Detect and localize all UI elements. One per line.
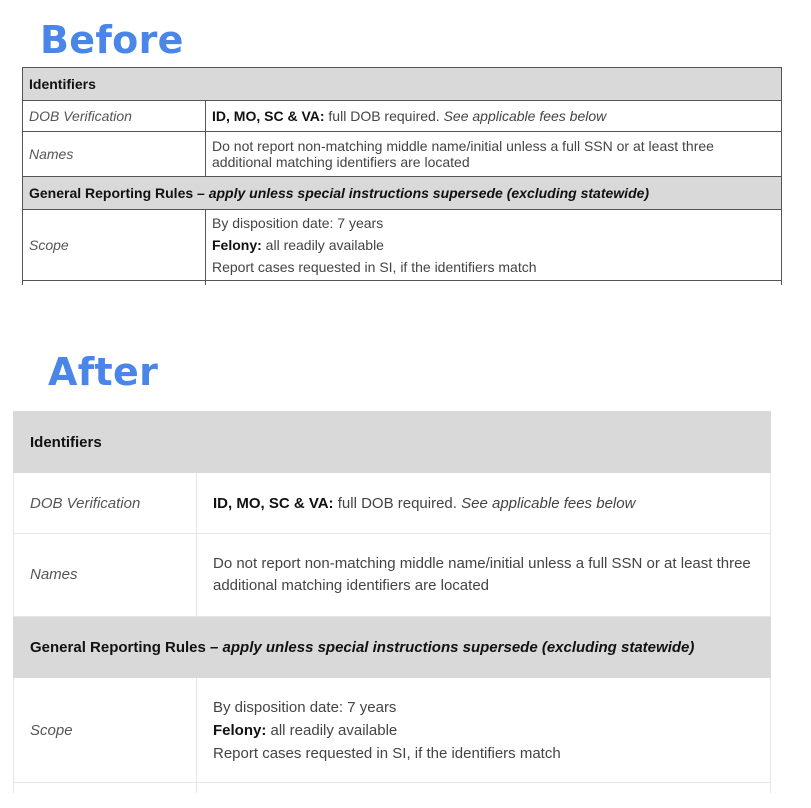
identifiers-header <box>14 412 771 473</box>
general-rules-title: General Reporting Rules <box>30 638 206 656</box>
names-value: Do not report non-matching middle name/initial unless a full SSN or at least three additional matching identifiers are located <box>206 132 782 177</box>
scope-row <box>23 210 782 281</box>
names-label: Names <box>14 534 197 617</box>
after-heading: After <box>48 350 159 394</box>
dob-row <box>23 101 782 132</box>
dob-states: ID, MO, SC & VA: <box>212 108 325 124</box>
general-rules-subtitle: – apply unless special instructions supersede (excluding statewide) <box>193 185 650 201</box>
table-tail-row <box>23 281 782 286</box>
after-table <box>13 411 771 793</box>
dob-value <box>197 473 771 534</box>
general-rules-header <box>14 617 771 678</box>
dob-note: See applicable fees below <box>461 494 636 512</box>
tail-cell <box>14 783 197 794</box>
names-row <box>14 534 771 617</box>
scope-line-3: Report cases requested in SI, if the identifiers match <box>213 744 561 762</box>
tail-cell <box>197 783 771 794</box>
names-label: Names <box>23 132 206 177</box>
scope-line-2 <box>212 234 775 256</box>
dob-row <box>14 473 771 534</box>
felony-text: all readily available <box>266 721 398 739</box>
felony-label: Felony: <box>213 721 267 739</box>
general-rules-subtitle: – apply unless special instructions supersede (excluding statewide) <box>205 638 695 656</box>
dob-text: full DOB required. <box>333 494 462 512</box>
general-rules-header-row <box>14 617 771 678</box>
dob-label: DOB Verification <box>14 473 197 534</box>
table-tail-row <box>14 783 771 794</box>
scope-value <box>197 678 771 783</box>
scope-label: Scope <box>23 210 206 281</box>
identifiers-header-row <box>23 68 782 101</box>
felony-text: all readily available <box>261 237 384 253</box>
general-rules-header-row <box>23 177 782 210</box>
scope-line-1: By disposition date: 7 years <box>213 698 397 716</box>
dob-states: ID, MO, SC & VA: <box>213 494 334 512</box>
identifiers-header-text: Identifiers <box>29 76 96 92</box>
tail-cell <box>23 281 206 286</box>
names-row <box>23 132 782 177</box>
identifiers-header-row <box>14 412 771 473</box>
felony-label: Felony: <box>212 237 262 253</box>
identifiers-header-text: Identifiers <box>30 433 102 451</box>
general-rules-header <box>23 177 782 210</box>
names-value: Do not report non-matching middle name/initial unless a full SSN or at least three additional matching identifiers are located <box>197 534 771 617</box>
scope-value <box>206 210 782 281</box>
before-heading: Before <box>40 18 184 62</box>
scope-label: Scope <box>14 678 197 783</box>
scope-row <box>14 678 771 783</box>
scope-line-1: By disposition date: 7 years <box>212 215 384 231</box>
dob-text: full DOB required. <box>324 108 444 124</box>
tail-cell <box>206 281 782 286</box>
identifiers-header <box>23 68 782 101</box>
dob-value <box>206 101 782 132</box>
dob-label: DOB Verification <box>23 101 206 132</box>
scope-line-3: Report cases requested in SI, if the identifiers match <box>212 259 537 275</box>
scope-line-2 <box>213 719 754 742</box>
before-table <box>22 67 782 285</box>
general-rules-title: General Reporting Rules <box>29 185 194 201</box>
dob-note: See applicable fees below <box>443 108 607 124</box>
